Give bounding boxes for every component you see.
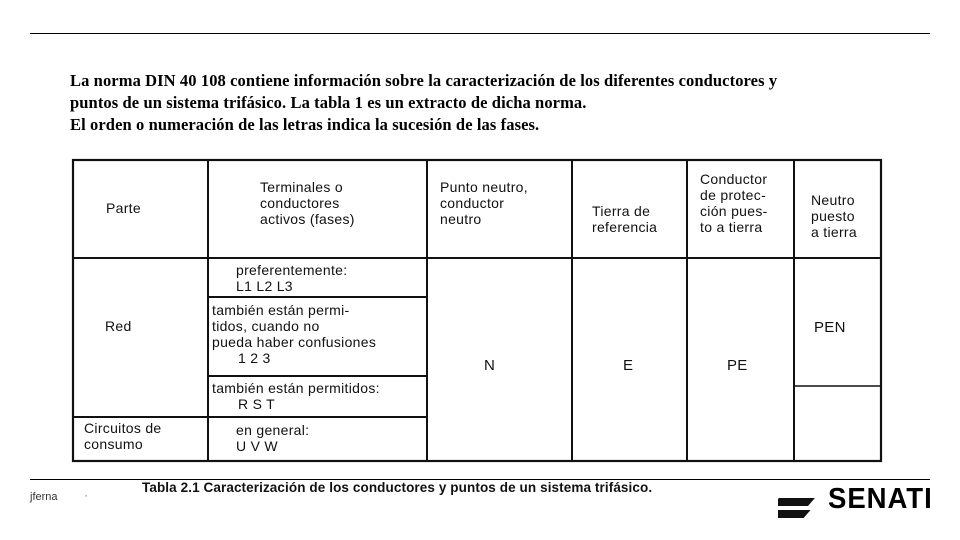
cell-tambien-permi-line-1: también están permi- (212, 302, 350, 318)
header-conductor-pe-line-3: ción pues- (700, 203, 768, 219)
value-pen: PEN (814, 319, 846, 336)
footer-author: jferna (30, 491, 58, 503)
value-e: E (623, 357, 634, 374)
header-conductor-pe-line-1: Conductor (700, 171, 768, 187)
header-terminales-line-2: conductores (260, 195, 340, 211)
header-tierra-line-1: Tierra de (592, 203, 651, 219)
cell-tambien-permi (212, 302, 376, 366)
cell-en-general-line-1: en general: (236, 422, 310, 438)
row-circuitos-line-2: consumo (84, 436, 143, 452)
header-terminales-line-3: activos (fases) (260, 211, 355, 227)
conductor-table (70, 152, 890, 502)
header-parte: Parte (106, 200, 141, 216)
cell-en-general (236, 422, 309, 454)
intro-line-3: El orden o numeración de las letras indica la sucesión de las fases. (70, 115, 540, 134)
header-neutro-tierra-line-1: Neutro (811, 192, 855, 208)
header-conductor-pe-line-4: to a tierra (700, 219, 763, 235)
header-neutro-tierra-line-2: puesto (811, 208, 855, 224)
header-neutro-tierra (811, 192, 857, 240)
intro-line-1: La norma DIN 40 108 contiene información sobre la caracterización de los diferentes conductores y (70, 71, 778, 90)
table-caption: Tabla 2.1 Caracterización de los conductores y puntos de un sistema trifásico. (142, 480, 653, 495)
top-rule (30, 33, 930, 34)
cell-preferentemente-line-2: L1 L2 L3 (236, 278, 293, 294)
row-circuitos-line-1: Circuitos de (84, 420, 162, 436)
cell-preferentemente-line-1: preferentemente: (236, 262, 348, 278)
cell-tambien-permi-line-3: pueda haber confusiones (212, 334, 377, 350)
cell-preferentemente (236, 262, 347, 294)
value-pe: PE (727, 357, 748, 374)
header-conductor-pe-line-2: de protec- (700, 187, 767, 203)
cell-tambien-permi-line-4: 1 2 3 (238, 350, 271, 366)
cell-tambien-permitidos-line-2: R S T (238, 396, 276, 412)
cell-tambien-permitidos-line-1: también están permitidos: (212, 380, 380, 396)
cell-en-general-line-2: U V W (236, 438, 278, 454)
header-tierra (592, 203, 657, 235)
header-neutro-tierra-line-3: a tierra (811, 224, 857, 240)
footer-mark: · (84, 488, 88, 502)
header-tierra-line-2: referencia (592, 219, 658, 235)
header-conductor-pe (700, 171, 768, 235)
cell-tambien-permi-line-2: tidos, cuando no (212, 318, 320, 334)
header-neutro (440, 179, 528, 227)
header-neutro-line-1: Punto neutro, (440, 179, 528, 195)
header-neutro-line-3: neutro (440, 211, 482, 227)
header-terminales (260, 179, 355, 227)
value-n: N (484, 357, 496, 374)
logo-text: SENATI (828, 483, 933, 515)
cell-tambien-permitidos (212, 380, 380, 412)
row-circuitos (84, 420, 162, 452)
header-neutro-line-2: conductor (440, 195, 505, 211)
intro-text (70, 70, 930, 136)
intro-line-2: puntos de un sistema trifásico. La tabla 1 es un extracto de dicha norma. (70, 93, 587, 112)
row-red: Red (105, 318, 132, 334)
header-terminales-line-1: Terminales o (260, 179, 343, 195)
